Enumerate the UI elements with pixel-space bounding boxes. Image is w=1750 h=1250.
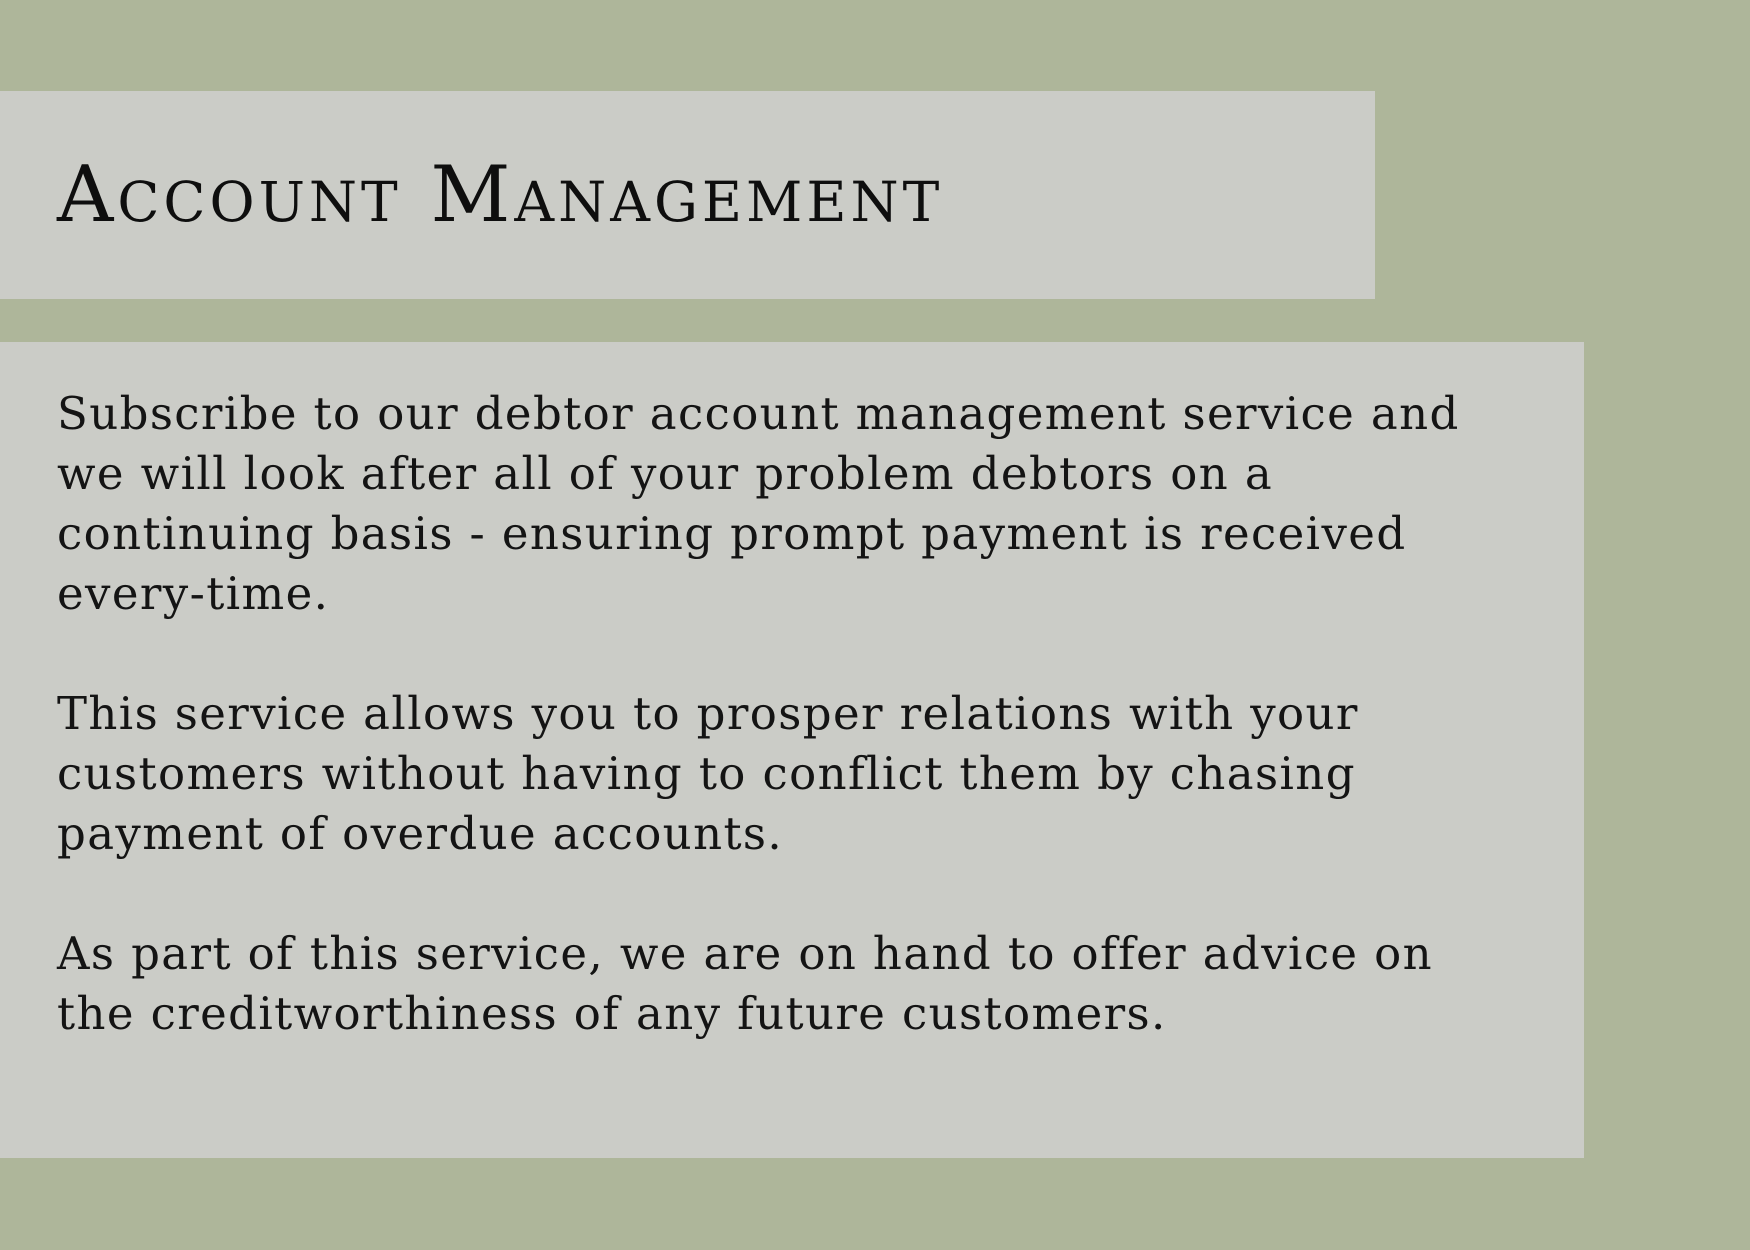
intro-paragraph: Subscribe to our debtor account management service and we will look after all of your problem debtors on a continuing basis - ensuring prompt payment is received every-time. [57,387,1460,620]
relations-paragraph: This service allows you to prosper relations with your customers without having to conflict them by chasing payment of overdue accounts. [57,687,1359,860]
page-title: Account Management [57,150,944,240]
content-body [57,384,1487,1044]
advice-paragraph: As part of this service, we are on hand to offer advice on the creditworthiness of any future customers. [57,927,1434,1040]
